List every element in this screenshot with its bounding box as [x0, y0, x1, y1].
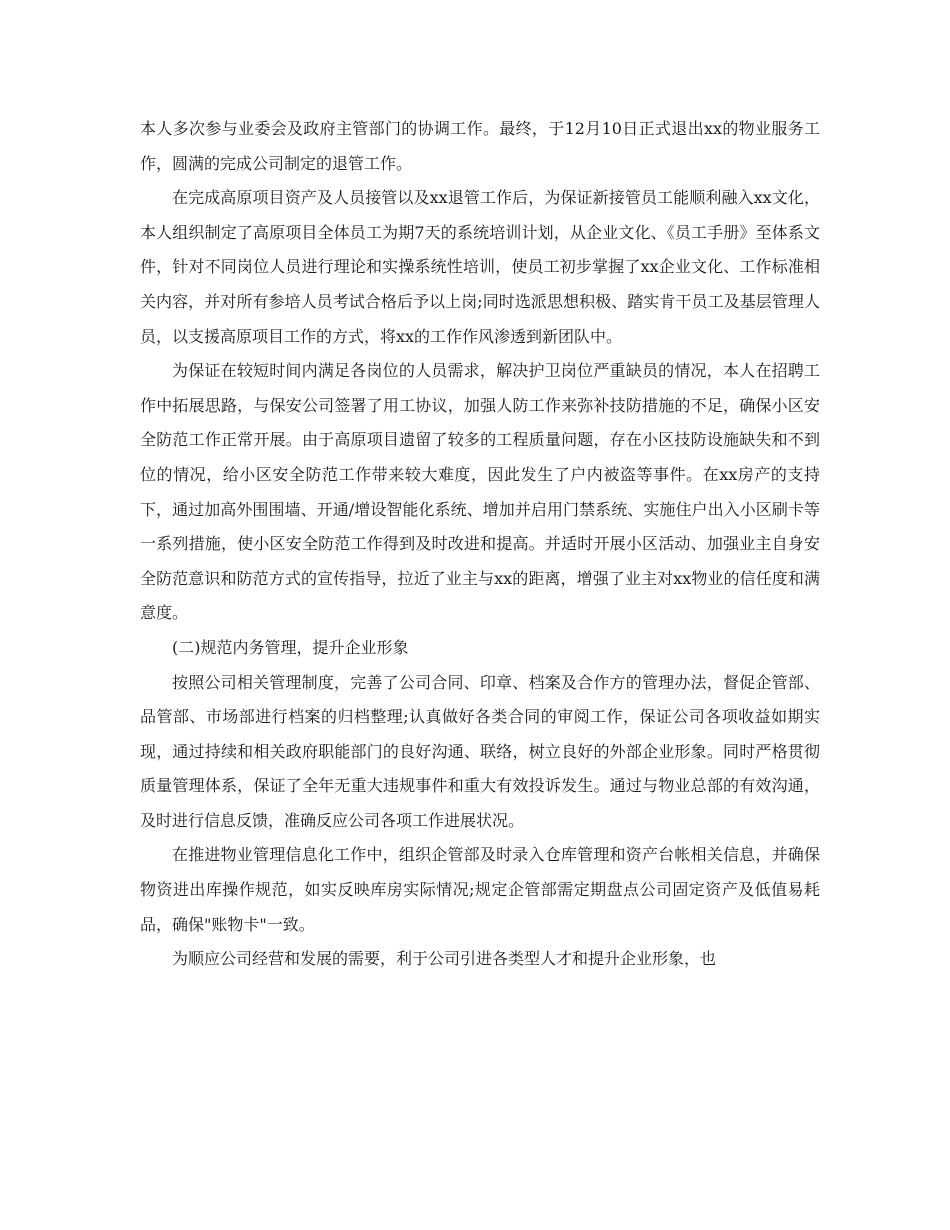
paragraph-informatization: 在推进物业管理信息化工作中，组织企管部及时录入仓库管理和资产台帐相关信息，并确保物资进出库操作规范，如实反映库房实际情况;规定企管部需定期盘点公司固定资产及低值易耗品，确保"账物卡"一致。: [140, 845, 820, 934]
document-body: [140, 112, 820, 977]
paragraph-security-recruitment: 为保证在较短时间内满足各岗位的人员需求，解决护卫岗位严重缺员的情况，本人在招聘工作中拓展思路，与保安公司签署了用工协议，加强人防工作来弥补技防措施的不足，确保小区安全防范工作正常开展。由于高原项目遗留了较多的工程质量问题，存在小区技防设施缺失和不到位的情况，给小区安全防范工作带来较大难度，因此发生了户内被盗等事件。在xx房产的支持下，通过加高外围围墙、开通/增设智能化系统、增加并启用门禁系统、实施住户出入小区刷卡等一系列措施，使小区安全防范工作得到及时改进和提高。并适时开展小区活动、加强业主自身安全防范意识和防范方式的宣传指导，拉近了业主与xx的距离，增强了业主对xx物业的信任度和满意度。: [140, 361, 820, 623]
paragraph-retirement-conclusion: 本人多次参与业委会及政府主管部门的协调工作。最终，于12月10日正式退出xx的物业服务工作，圆满的完成公司制定的退管工作。: [140, 119, 820, 173]
paragraph-company-development: 为顺应公司经营和发展的需要，利于公司引进各类型人才和提升企业形象，也: [172, 949, 717, 969]
paragraph-staff-training: 在完成高原项目资产及人员接管以及xx退管工作后，为保证新接管员工能顺利融入xx文化，本人组织制定了高原项目全体员工为期7天的系统培训计划，从企业文化、《员工手册》至体系文件，针对不同岗位人员进行理论和实操系统性培训，使员工初步掌握了xx企业文化、工作标准相关内容，并对所有参培人员考试合格后予以上岗;同时选派思想积极、踏实肯干员工及基层管理人员，以支援高原项目工作的方式，将xx的工作作风渗透到新团队中。: [140, 188, 820, 346]
paragraph-management-system: 按照公司相关管理制度，完善了公司合同、印章、档案及合作方的管理办法，督促企管部、品管部、市场部进行档案的归档整理;认真做好各类合同的审阅工作，保证公司各项收益如期实现，通过持续和相关政府职能部门的良好沟通、联络，树立良好的外部企业形象。同时严格贯彻质量管理体系，保证了全年无重大违规事件和重大有效投诉发生。通过与物业总部的有效沟通，及时进行信息反馈，准确反应公司各项工作进展状况。: [140, 672, 820, 830]
section-heading-internal-management: (二)规范内务管理，提升企业形象: [172, 637, 409, 657]
